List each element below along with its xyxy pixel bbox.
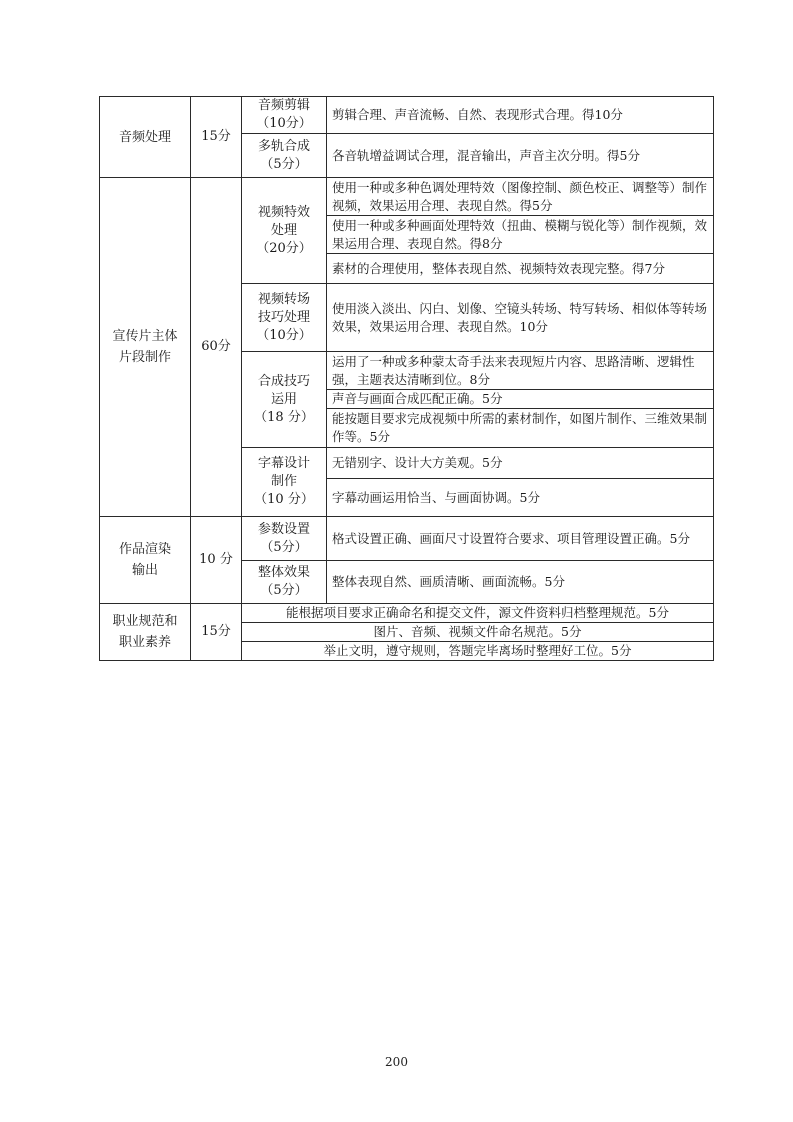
subitem-points: （10分） — [256, 116, 312, 131]
criteria-text: 声音与画面合成匹配正确。5分 — [332, 391, 503, 406]
score-cell — [191, 517, 242, 604]
subitem-points: （10分） — [256, 327, 312, 343]
category-cell — [100, 604, 191, 661]
category-cell — [100, 517, 191, 604]
subitem-cell — [242, 178, 327, 284]
subitem-name: 技巧处理 — [257, 309, 310, 325]
category-label: 宣传片主体 — [112, 329, 178, 344]
criteria-text: 字幕动画运用恰当、与画面协调。5分 — [332, 489, 540, 505]
subitem-cell — [242, 561, 327, 604]
table-row — [100, 97, 714, 134]
table-row — [100, 604, 714, 623]
subitem-cell — [242, 97, 327, 134]
subitem-name: 视频转场 — [257, 291, 310, 307]
criteria-text: 使用一种或多种色调处理特效（图像控制、颜色校正、调整等）制作视频，效果运用合理、表现自然。得5分 — [332, 179, 708, 213]
subitem-points: （5分） — [260, 583, 308, 598]
criteria-cell — [327, 448, 714, 479]
subitem-cell — [242, 352, 327, 448]
criteria-cell — [327, 479, 714, 517]
subitem-name: 参数设置 — [257, 521, 310, 537]
subitem-cell — [242, 284, 327, 352]
criteria-cell — [242, 623, 714, 642]
criteria-cell — [242, 604, 714, 623]
criteria-text: 格式设置正确、画面尺寸设置符合要求、项目管理设置正确。5分 — [332, 530, 690, 546]
subitem-points: （10 分） — [254, 492, 314, 507]
criteria-text: 运用了一种或多种蒙太奇手法来表现短片内容、思路清晰、逻辑性强，主题表达清晰到位。8分 — [332, 353, 695, 387]
criteria-text: 各音轨增益调试合理，混音输出，声音主次分明。得5分 — [332, 147, 640, 163]
criteria-cell — [327, 390, 714, 409]
criteria-text: 图片、音频、视频文件命名规范。5分 — [373, 624, 582, 639]
criteria-cell — [327, 517, 714, 561]
category-label: 音频处理 — [118, 129, 171, 145]
criteria-text: 整体表现自然、画质清晰、画面流畅。5分 — [332, 574, 565, 589]
score-value: 60分 — [201, 339, 231, 354]
score-cell — [191, 97, 242, 178]
score-cell — [191, 178, 242, 517]
subitem-points: （18 分） — [254, 409, 314, 425]
subitem-name: 整体效果 — [257, 565, 310, 580]
criteria-text: 素材的合理使用，整体表现自然、视频特效表现完整。得7分 — [332, 260, 665, 276]
subitem-points: （5分） — [260, 539, 308, 555]
scoring-table — [99, 96, 714, 661]
criteria-text: 使用淡入淡出、闪白、划像、空镜头转场、特写转场、相似体等转场效果，效果运用合理、表现自然。10分 — [332, 300, 708, 334]
criteria-text: 能按题目要求完成视频中所需的素材制作，如图片制作、三维效果制作等。5分 — [332, 411, 708, 444]
category-label: 片段制作 — [118, 350, 171, 365]
table-row — [100, 517, 714, 561]
criteria-text: 剪辑合理、声音流畅、自然、表现形式合理。得10分 — [332, 107, 623, 122]
subitem-points: （20分） — [256, 240, 312, 256]
score-value: 15分 — [201, 624, 231, 639]
subitem-name: 音频剪辑 — [257, 98, 310, 113]
criteria-cell — [327, 178, 714, 216]
criteria-cell — [327, 97, 714, 134]
criteria-text: 举止文明，遵守规则，答题完毕离场时整理好工位。5分 — [323, 643, 632, 658]
subitem-points: （5分） — [260, 156, 308, 172]
score-value: 10 分 — [199, 552, 233, 567]
subitem-cell — [242, 134, 327, 178]
score-cell — [191, 604, 242, 661]
table-row — [100, 178, 714, 216]
subitem-name: 视频特效 — [257, 204, 310, 220]
criteria-cell — [327, 134, 714, 178]
category-cell — [100, 97, 191, 178]
criteria-cell — [327, 409, 714, 448]
subitem-cell — [242, 448, 327, 517]
category-label: 作品渲染 — [118, 542, 171, 557]
subitem-name: 字幕设计 — [257, 456, 310, 471]
page-number: 200 — [385, 1055, 408, 1069]
category-cell — [100, 178, 191, 517]
subitem-cell — [242, 517, 327, 561]
criteria-cell — [327, 352, 714, 390]
category-label: 职业素养 — [118, 635, 171, 650]
subitem-name: 多轨合成 — [257, 138, 310, 154]
subitem-name: 合成技巧 — [257, 373, 310, 389]
criteria-cell — [327, 216, 714, 254]
subitem-name: 制作 — [270, 474, 297, 489]
subitem-name: 处理 — [270, 222, 297, 238]
criteria-text: 能根据项目要求正确命名和提交文件，源文件资料归档整理规范。5分 — [286, 605, 669, 620]
criteria-cell — [327, 561, 714, 604]
subitem-name: 运用 — [270, 391, 297, 407]
criteria-text: 使用一种或多种画面处理特效（扭曲、模糊与锐化等）制作视频，效果运用合理、表现自然。得8分 — [332, 217, 708, 251]
criteria-text: 无错别字、设计大方美观。5分 — [332, 455, 503, 470]
category-label: 输出 — [131, 563, 158, 578]
criteria-cell — [327, 254, 714, 284]
category-label: 职业规范和 — [112, 614, 178, 629]
criteria-cell — [327, 284, 714, 352]
score-value: 15分 — [201, 129, 231, 144]
criteria-cell — [242, 642, 714, 661]
